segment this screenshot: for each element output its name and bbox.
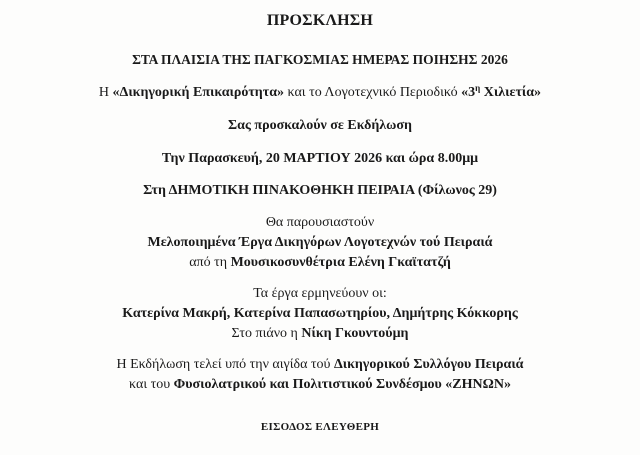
organizers-middle: και το Λογοτεχνικό Περιοδικό xyxy=(284,85,462,100)
piano-line xyxy=(0,327,640,341)
presentation-works xyxy=(0,236,640,250)
organizer-2-rest: Χιλιετία» xyxy=(480,85,542,100)
aegis-line-2 xyxy=(0,378,640,392)
event-subtitle: ΣΤΑ ΠΛΑΙΣΙΑ ΤΗΣ ΠΑΓΚΟΣΜΙΑΣ ΗΜΕΡΑΣ ΠΟΙΗΣΗΣ 2026 xyxy=(132,52,508,67)
organizers-prefix: Η xyxy=(98,85,113,100)
composer-line xyxy=(0,256,640,270)
composer-prefix: από τη xyxy=(189,255,231,270)
works-title: Μελοποιημένα Έργα Δικηγόρων Λογοτεχνών τού Πειραιά xyxy=(147,235,493,250)
free-entry-notice: ΕΙΣΟΔΟΣ ΕΛΕΥΘΕΡΗ xyxy=(260,421,380,433)
aegis-org-1: Δικηγορικού Συλλόγου Πειραιά xyxy=(333,357,524,372)
organizer-2-open: «3 xyxy=(461,85,476,100)
composer-name: Μουσικοσυνθέτρια Ελένη Γκαϊτατζή xyxy=(230,255,451,270)
presentation-intro: Θα παρουσιαστούν xyxy=(265,215,375,230)
organizer-2-sup: η xyxy=(475,83,481,93)
performance-intro: Τα έργα ερμηνεύουν οι: xyxy=(253,286,387,301)
aegis-prefix-2: και του xyxy=(129,377,174,392)
piano-prefix: Στο πιάνο η xyxy=(231,326,302,341)
aegis-org-2: Φυσιολατρικού και Πολιτιστικού Συνδέσμου «ΖΗΝΩΝ» xyxy=(173,377,511,392)
organizer-2 xyxy=(461,85,541,100)
organizer-1: «Δικηγορική Επικαιρότητα» xyxy=(112,85,285,100)
invite-line: Σας προσκαλούν σε Εκδήλωση xyxy=(228,118,412,133)
aegis-prefix-1: Η Εκδήλωση τελεί υπό την αιγίδα τού xyxy=(116,357,334,372)
invitation-title: ΠΡΟΣΚΛΗΣΗ xyxy=(266,12,374,29)
event-venue: Στη ΔΗΜΟΤΙΚΗ ΠΙΝΑΚΟΘΗΚΗ ΠΕΙΡΑΙΑ (Φίλωνος 29) xyxy=(143,183,497,198)
event-date: Την Παρασκευή, 20 ΜΑΡΤΙΟΥ 2026 και ώρα 8.00μμ xyxy=(161,151,479,166)
performers-list: Κατερίνα Μακρή, Κατερίνα Παπασωτηρίου, Δημήτρης Κόκκορης xyxy=(122,306,518,321)
aegis-line-1 xyxy=(0,358,640,372)
pianist-name: Νίκη Γκουντούμη xyxy=(301,326,409,341)
organizers-line xyxy=(0,83,640,100)
